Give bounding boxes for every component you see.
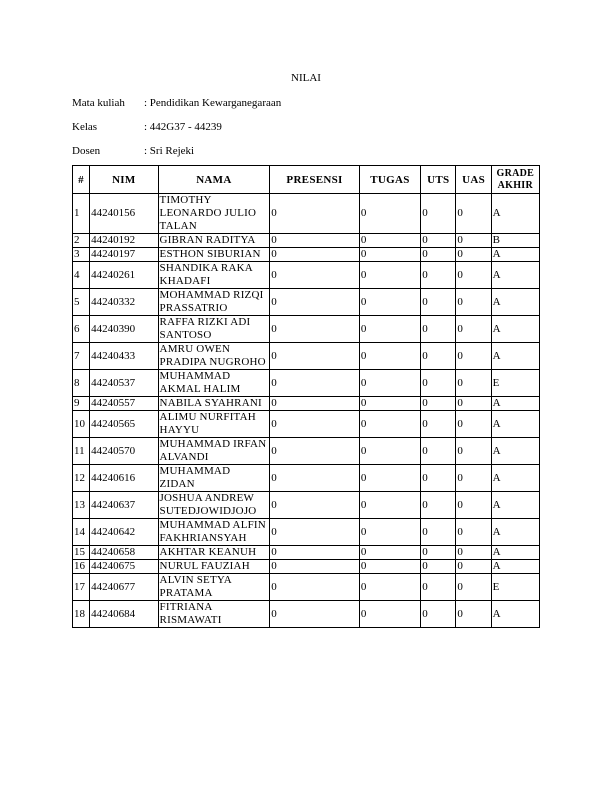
row-number: 15 <box>73 546 90 560</box>
uas-score: 0 <box>456 492 491 519</box>
row-number: 16 <box>73 560 90 574</box>
student-nim: 44240642 <box>90 519 158 546</box>
presensi-score: 0 <box>270 560 360 574</box>
uts-score: 0 <box>421 234 456 248</box>
class-value: : 442G37 - 44239 <box>144 121 222 133</box>
presensi-score: 0 <box>270 601 360 628</box>
student-nim: 44240616 <box>90 465 158 492</box>
student-nim: 44240565 <box>90 411 158 438</box>
uts-score: 0 <box>421 492 456 519</box>
tugas-score: 0 <box>359 397 420 411</box>
final-grade: E <box>491 370 539 397</box>
final-grade: A <box>491 316 539 343</box>
presensi-score: 0 <box>270 370 360 397</box>
student-name: MUHAMMAD IRFAN ALVANDI <box>158 438 270 465</box>
student-name: ESTHON SIBURIAN <box>158 248 270 262</box>
row-number: 1 <box>73 194 90 234</box>
presensi-score: 0 <box>270 248 360 262</box>
header-uas: UAS <box>456 166 491 194</box>
uas-score: 0 <box>456 316 491 343</box>
student-name: NABILA SYAHRANI <box>158 397 270 411</box>
table-row <box>73 343 540 370</box>
row-number: 7 <box>73 343 90 370</box>
student-nim: 44240197 <box>90 248 158 262</box>
uas-score: 0 <box>456 574 491 601</box>
final-grade: A <box>491 601 539 628</box>
final-grade: E <box>491 574 539 601</box>
row-number: 5 <box>73 289 90 316</box>
uts-score: 0 <box>421 316 456 343</box>
tugas-score: 0 <box>359 343 420 370</box>
table-row <box>73 601 540 628</box>
student-nim: 44240675 <box>90 560 158 574</box>
table-row <box>73 316 540 343</box>
uts-score: 0 <box>421 438 456 465</box>
final-grade: A <box>491 492 539 519</box>
table-row <box>73 397 540 411</box>
tugas-score: 0 <box>359 370 420 397</box>
uas-score: 0 <box>456 438 491 465</box>
table-header-row <box>73 166 540 194</box>
student-name: TIMOTHY LEONARDO JULIO TALAN <box>158 194 270 234</box>
header-presensi: PRESENSI <box>270 166 360 194</box>
grades-table <box>72 165 540 628</box>
student-nim: 44240570 <box>90 438 158 465</box>
tugas-score: 0 <box>359 194 420 234</box>
student-name: AKHTAR KEANUH <box>158 546 270 560</box>
student-name: GIBRAN RADITYA <box>158 234 270 248</box>
student-name: MUHAMMAD ALFIN FAKHRIANSYAH <box>158 519 270 546</box>
student-nim: 44240332 <box>90 289 158 316</box>
table-row <box>73 289 540 316</box>
student-nim: 44240684 <box>90 601 158 628</box>
lecturer-label: Dosen <box>72 145 101 157</box>
presensi-score: 0 <box>270 492 360 519</box>
presensi-score: 0 <box>270 519 360 546</box>
uas-score: 0 <box>456 343 491 370</box>
uas-score: 0 <box>456 411 491 438</box>
class-info <box>72 121 222 133</box>
uts-score: 0 <box>421 546 456 560</box>
lecturer-info <box>72 145 194 157</box>
uas-score: 0 <box>456 248 491 262</box>
uts-score: 0 <box>421 397 456 411</box>
student-nim: 44240677 <box>90 574 158 601</box>
presensi-score: 0 <box>270 397 360 411</box>
tugas-score: 0 <box>359 519 420 546</box>
table-row <box>73 194 540 234</box>
tugas-score: 0 <box>359 438 420 465</box>
final-grade: A <box>491 194 539 234</box>
student-nim: 44240658 <box>90 546 158 560</box>
uts-score: 0 <box>421 465 456 492</box>
final-grade: B <box>491 234 539 248</box>
table-row <box>73 370 540 397</box>
table-row <box>73 574 540 601</box>
header-grade: GRADE AKHIR <box>491 166 539 194</box>
student-name: AMRU OWEN PRADIPA NUGROHO <box>158 343 270 370</box>
table-row <box>73 492 540 519</box>
final-grade: A <box>491 560 539 574</box>
uas-score: 0 <box>456 262 491 289</box>
student-name: JOSHUA ANDREW SUTEDJOWIDJOJO <box>158 492 270 519</box>
lecturer-value: : Sri Rejeki <box>144 145 195 157</box>
tugas-score: 0 <box>359 262 420 289</box>
tugas-score: 0 <box>359 316 420 343</box>
student-name: RAFFA RIZKI ADI SANTOSO <box>158 316 270 343</box>
uts-score: 0 <box>421 262 456 289</box>
row-number: 3 <box>73 248 90 262</box>
uts-score: 0 <box>421 574 456 601</box>
row-number: 4 <box>73 262 90 289</box>
row-number: 17 <box>73 574 90 601</box>
header-uts: UTS <box>421 166 456 194</box>
final-grade: A <box>491 248 539 262</box>
tugas-score: 0 <box>359 601 420 628</box>
tugas-score: 0 <box>359 560 420 574</box>
tugas-score: 0 <box>359 546 420 560</box>
uts-score: 0 <box>421 560 456 574</box>
uts-score: 0 <box>421 370 456 397</box>
student-nim: 44240537 <box>90 370 158 397</box>
presensi-score: 0 <box>270 411 360 438</box>
student-name: MOHAMMAD RIZQI PRASSATRIO <box>158 289 270 316</box>
table-body <box>73 194 540 628</box>
table-row <box>73 262 540 289</box>
tugas-score: 0 <box>359 234 420 248</box>
class-label: Kelas <box>72 121 98 133</box>
uas-score: 0 <box>456 546 491 560</box>
row-number: 9 <box>73 397 90 411</box>
final-grade: A <box>491 262 539 289</box>
presensi-score: 0 <box>270 343 360 370</box>
header-name: NAMA <box>158 166 270 194</box>
uts-score: 0 <box>421 519 456 546</box>
presensi-score: 0 <box>270 194 360 234</box>
presensi-score: 0 <box>270 234 360 248</box>
student-name: ALVIN SETYA PRATAMA <box>158 574 270 601</box>
row-number: 6 <box>73 316 90 343</box>
header-nim: NIM <box>90 166 158 194</box>
tugas-score: 0 <box>359 492 420 519</box>
student-name: NURUL FAUZIAH <box>158 560 270 574</box>
tugas-score: 0 <box>359 248 420 262</box>
table-row <box>73 248 540 262</box>
tugas-score: 0 <box>359 465 420 492</box>
header-tugas: TUGAS <box>359 166 420 194</box>
row-number: 18 <box>73 601 90 628</box>
presensi-score: 0 <box>270 438 360 465</box>
final-grade: A <box>491 465 539 492</box>
row-number: 10 <box>73 411 90 438</box>
student-name: FITRIANA RISMAWATI <box>158 601 270 628</box>
uas-score: 0 <box>456 234 491 248</box>
tugas-score: 0 <box>359 574 420 601</box>
final-grade: A <box>491 546 539 560</box>
row-number: 2 <box>73 234 90 248</box>
table-row <box>73 560 540 574</box>
uts-score: 0 <box>421 411 456 438</box>
page-title: NILAI <box>291 72 321 84</box>
uas-score: 0 <box>456 601 491 628</box>
uts-score: 0 <box>421 194 456 234</box>
row-number: 13 <box>73 492 90 519</box>
table-row <box>73 411 540 438</box>
uas-score: 0 <box>456 397 491 411</box>
presensi-score: 0 <box>270 316 360 343</box>
tugas-score: 0 <box>359 411 420 438</box>
student-name: MUHAMMAD AKMAL HALIM <box>158 370 270 397</box>
table-row <box>73 519 540 546</box>
header-number: # <box>73 166 90 194</box>
course-label: Mata kuliah <box>72 97 125 109</box>
uas-score: 0 <box>456 194 491 234</box>
student-name: MUHAMMAD ZIDAN <box>158 465 270 492</box>
student-nim: 44240390 <box>90 316 158 343</box>
presensi-score: 0 <box>270 546 360 560</box>
final-grade: A <box>491 343 539 370</box>
presensi-score: 0 <box>270 289 360 316</box>
uas-score: 0 <box>456 519 491 546</box>
table-row <box>73 465 540 492</box>
table-row <box>73 438 540 465</box>
presensi-score: 0 <box>270 574 360 601</box>
student-nim: 44240192 <box>90 234 158 248</box>
row-number: 14 <box>73 519 90 546</box>
row-number: 8 <box>73 370 90 397</box>
uts-score: 0 <box>421 289 456 316</box>
student-nim: 44240156 <box>90 194 158 234</box>
table-row <box>73 546 540 560</box>
uas-score: 0 <box>456 465 491 492</box>
student-nim: 44240557 <box>90 397 158 411</box>
student-nim: 44240637 <box>90 492 158 519</box>
row-number: 12 <box>73 465 90 492</box>
student-name: ALIMU NURFITAH HAYYU <box>158 411 270 438</box>
final-grade: A <box>491 519 539 546</box>
final-grade: A <box>491 397 539 411</box>
uas-score: 0 <box>456 289 491 316</box>
final-grade: A <box>491 289 539 316</box>
tugas-score: 0 <box>359 289 420 316</box>
course-info <box>72 97 281 109</box>
final-grade: A <box>491 438 539 465</box>
student-nim: 44240261 <box>90 262 158 289</box>
uts-score: 0 <box>421 601 456 628</box>
uas-score: 0 <box>456 370 491 397</box>
row-number: 11 <box>73 438 90 465</box>
table-row <box>73 234 540 248</box>
presensi-score: 0 <box>270 262 360 289</box>
presensi-score: 0 <box>270 465 360 492</box>
course-value: : Pendidikan Kewarganegaraan <box>144 97 282 109</box>
uts-score: 0 <box>421 343 456 370</box>
uas-score: 0 <box>456 560 491 574</box>
uts-score: 0 <box>421 248 456 262</box>
final-grade: A <box>491 411 539 438</box>
student-name: SHANDIKA RAKA KHADAFI <box>158 262 270 289</box>
student-nim: 44240433 <box>90 343 158 370</box>
